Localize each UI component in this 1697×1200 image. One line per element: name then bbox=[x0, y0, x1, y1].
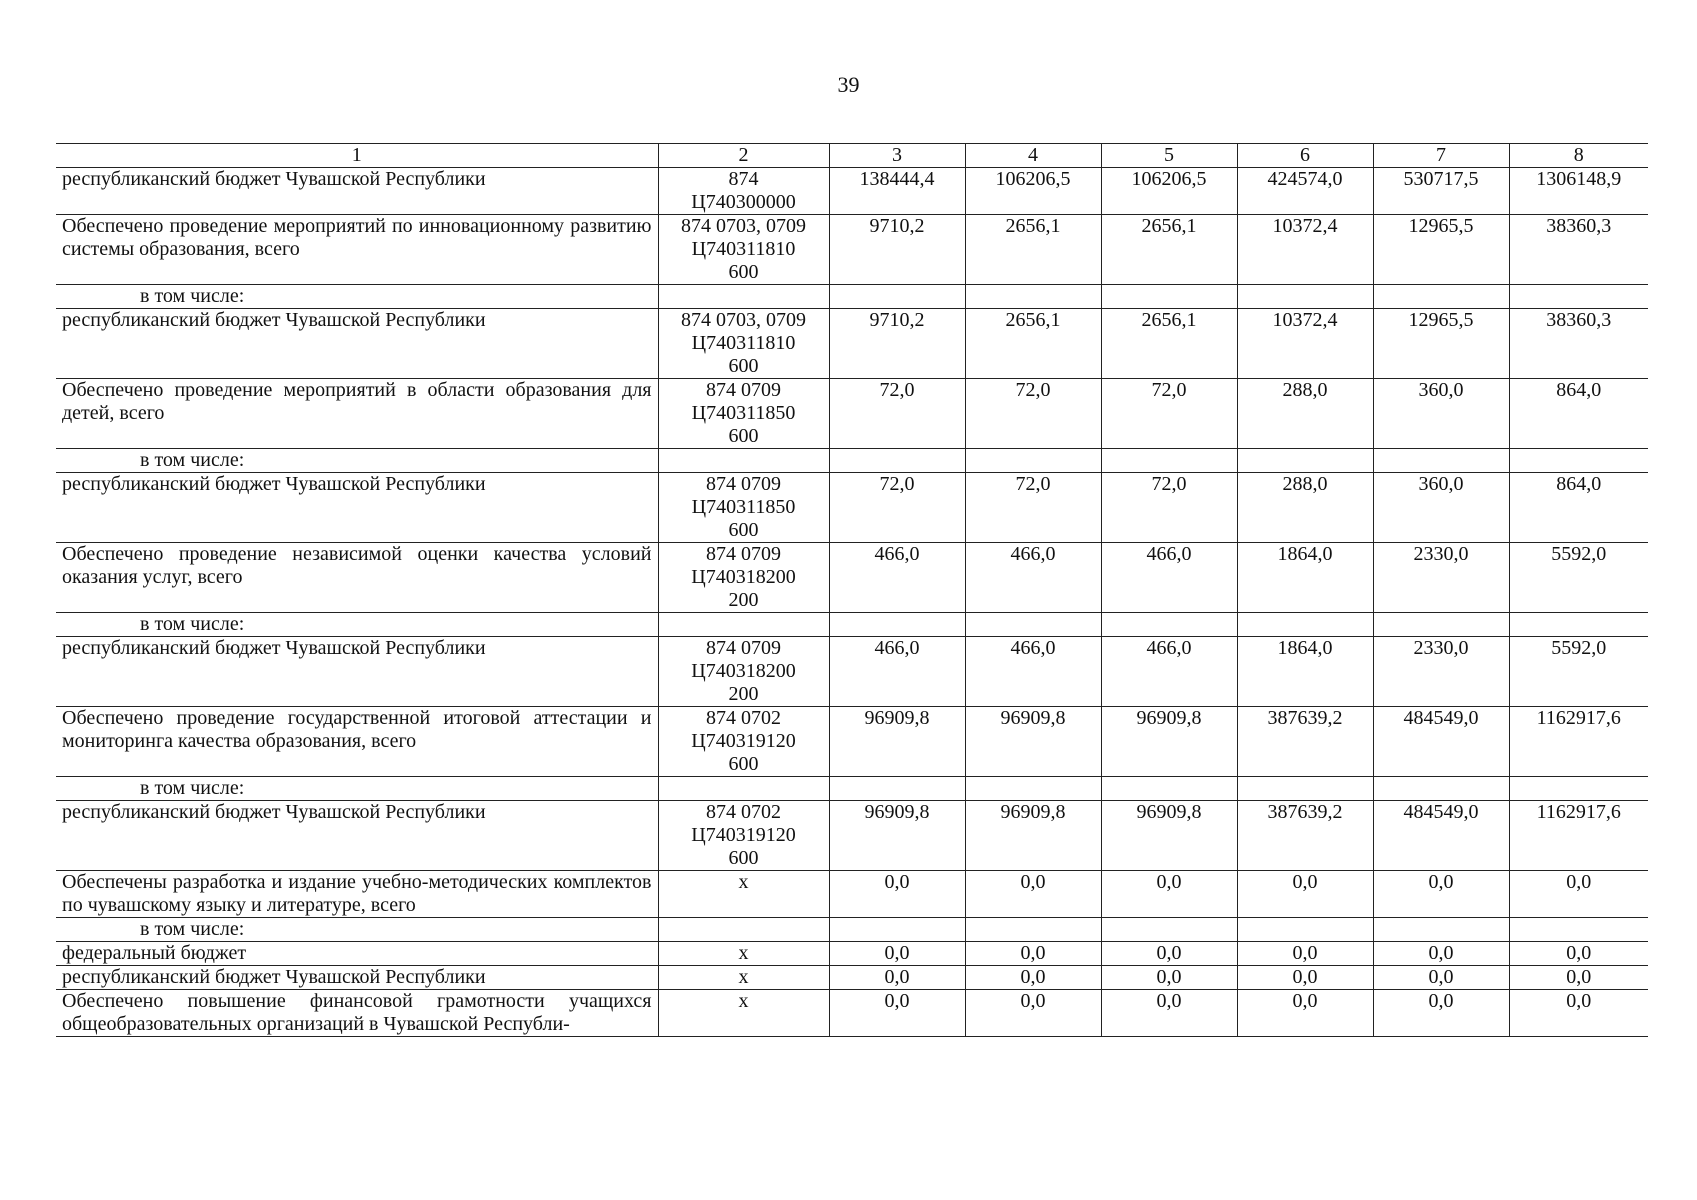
value-cell bbox=[1237, 918, 1373, 942]
value-cell: 288,0 bbox=[1237, 379, 1373, 449]
budget-code bbox=[658, 449, 829, 473]
value-cell: 0,0 bbox=[1237, 990, 1373, 1037]
table-row bbox=[56, 777, 1648, 801]
value-cell: 0,0 bbox=[1509, 990, 1648, 1037]
table-row bbox=[56, 918, 1648, 942]
value-cell: 5592,0 bbox=[1509, 543, 1648, 613]
value-cell: 387639,2 bbox=[1237, 707, 1373, 777]
value-cell: 2656,1 bbox=[965, 215, 1101, 285]
value-cell: 0,0 bbox=[1101, 966, 1237, 990]
value-cell bbox=[965, 613, 1101, 637]
value-cell: 106206,5 bbox=[965, 168, 1101, 215]
value-cell bbox=[965, 918, 1101, 942]
value-cell bbox=[1373, 285, 1509, 309]
value-cell: 9710,2 bbox=[829, 309, 965, 379]
budget-code-line: 600 bbox=[728, 425, 759, 447]
value-cell: 0,0 bbox=[829, 990, 965, 1037]
value-cell: 72,0 bbox=[829, 473, 965, 543]
budget-code-line: Ц740311850 bbox=[691, 496, 796, 518]
value-cell: 0,0 bbox=[1237, 942, 1373, 966]
value-cell bbox=[1509, 613, 1648, 637]
value-cell: 0,0 bbox=[1101, 942, 1237, 966]
value-cell bbox=[1373, 449, 1509, 473]
column-number-header: 3 bbox=[829, 144, 965, 168]
budget-code-line: 874 0702 bbox=[706, 707, 781, 729]
page-number: 39 bbox=[837, 72, 860, 97]
value-cell: 0,0 bbox=[965, 990, 1101, 1037]
table-row bbox=[56, 215, 1648, 285]
table-row bbox=[56, 637, 1648, 707]
value-cell: 138444,4 bbox=[829, 168, 965, 215]
value-cell bbox=[829, 449, 965, 473]
value-cell: 2656,1 bbox=[965, 309, 1101, 379]
value-cell: 466,0 bbox=[1101, 543, 1237, 613]
value-cell: 0,0 bbox=[1373, 990, 1509, 1037]
value-cell: 12965,5 bbox=[1373, 215, 1509, 285]
budget-code-line: 874 0709 bbox=[706, 473, 781, 495]
budget-table bbox=[56, 143, 1648, 1037]
value-cell: 0,0 bbox=[1373, 942, 1509, 966]
value-cell bbox=[965, 777, 1101, 801]
value-cell: 5592,0 bbox=[1509, 637, 1648, 707]
table-row bbox=[56, 285, 1648, 309]
budget-code bbox=[658, 637, 829, 707]
value-cell: 484549,0 bbox=[1373, 707, 1509, 777]
value-cell: 96909,8 bbox=[965, 707, 1101, 777]
budget-code-line: Ц740318200 bbox=[691, 660, 796, 682]
value-cell bbox=[1509, 285, 1648, 309]
value-cell: 360,0 bbox=[1373, 473, 1509, 543]
value-cell bbox=[829, 285, 965, 309]
value-cell: 864,0 bbox=[1509, 473, 1648, 543]
value-cell: 106206,5 bbox=[1101, 168, 1237, 215]
value-cell bbox=[1373, 777, 1509, 801]
value-cell: 1306148,9 bbox=[1509, 168, 1648, 215]
table-row bbox=[56, 473, 1648, 543]
value-cell: 38360,3 bbox=[1509, 215, 1648, 285]
subgroup-label: в том числе: bbox=[56, 449, 658, 473]
budget-code-line: Ц740319120 bbox=[691, 730, 796, 752]
budget-code-line: х bbox=[738, 990, 749, 1012]
subgroup-label: в том числе: bbox=[56, 918, 658, 942]
column-number-header: 4 bbox=[965, 144, 1101, 168]
value-cell: 0,0 bbox=[965, 871, 1101, 918]
value-cell: 38360,3 bbox=[1509, 309, 1648, 379]
value-cell: 96909,8 bbox=[1101, 707, 1237, 777]
budget-code-line: Ц740311850 bbox=[691, 402, 796, 424]
value-cell: 72,0 bbox=[965, 473, 1101, 543]
row-name: республиканский бюджет Чувашской Республики bbox=[56, 801, 658, 871]
column-number-header: 7 bbox=[1373, 144, 1509, 168]
subgroup-label: в том числе: bbox=[56, 285, 658, 309]
value-cell: 0,0 bbox=[1237, 871, 1373, 918]
table-row bbox=[56, 801, 1648, 871]
value-cell bbox=[1237, 285, 1373, 309]
value-cell: 0,0 bbox=[1509, 871, 1648, 918]
column-number-header: 1 bbox=[56, 144, 658, 168]
value-cell bbox=[1101, 918, 1237, 942]
budget-code-line: 200 bbox=[728, 683, 759, 705]
value-cell: 96909,8 bbox=[829, 801, 965, 871]
budget-code-line: 874 0702 bbox=[706, 801, 781, 823]
budget-code bbox=[658, 168, 829, 215]
value-cell: 9710,2 bbox=[829, 215, 965, 285]
value-cell: 1162917,6 bbox=[1509, 707, 1648, 777]
budget-code-line: 874 0703, 0709 bbox=[681, 309, 806, 331]
row-name: Обеспечены разработка и издание учебно-методических комплектов по чувашскому языку и литературе, всего bbox=[56, 871, 658, 918]
budget-code bbox=[658, 707, 829, 777]
table-row bbox=[56, 613, 1648, 637]
value-cell bbox=[1101, 777, 1237, 801]
budget-code-line: 874 0703, 0709 bbox=[681, 215, 806, 237]
column-number-header: 8 bbox=[1509, 144, 1648, 168]
table-row bbox=[56, 543, 1648, 613]
budget-code-line: Ц740311810 bbox=[691, 332, 796, 354]
budget-code bbox=[658, 942, 829, 966]
budget-code bbox=[658, 777, 829, 801]
value-cell: 0,0 bbox=[1509, 942, 1648, 966]
value-cell: 360,0 bbox=[1373, 379, 1509, 449]
budget-code-line: 874 0709 bbox=[706, 379, 781, 401]
value-cell: 12965,5 bbox=[1373, 309, 1509, 379]
value-cell bbox=[1237, 449, 1373, 473]
value-cell bbox=[1373, 613, 1509, 637]
value-cell: 10372,4 bbox=[1237, 215, 1373, 285]
row-name: федеральный бюджет bbox=[56, 942, 658, 966]
value-cell: 72,0 bbox=[1101, 473, 1237, 543]
value-cell: 2656,1 bbox=[1101, 215, 1237, 285]
subgroup-label: в том числе: bbox=[56, 777, 658, 801]
value-cell: 1864,0 bbox=[1237, 543, 1373, 613]
budget-code-line: Ц740318200 bbox=[691, 566, 796, 588]
value-cell bbox=[1101, 449, 1237, 473]
budget-code-line: х bbox=[738, 966, 749, 988]
budget-code-line: 874 0709 bbox=[706, 637, 781, 659]
budget-code-line: 600 bbox=[728, 261, 759, 283]
row-name: Обеспечено проведение независимой оценки качества условий оказания услуг, всего bbox=[56, 543, 658, 613]
value-cell: 72,0 bbox=[829, 379, 965, 449]
value-cell: 1864,0 bbox=[1237, 637, 1373, 707]
value-cell bbox=[1509, 918, 1648, 942]
value-cell: 0,0 bbox=[1373, 966, 1509, 990]
value-cell: 0,0 bbox=[829, 942, 965, 966]
budget-code bbox=[658, 871, 829, 918]
table-row bbox=[56, 871, 1648, 918]
table-row bbox=[56, 449, 1648, 473]
budget-code-line: 600 bbox=[728, 519, 759, 541]
budget-code-line: х bbox=[738, 942, 749, 964]
row-name: республиканский бюджет Чувашской Республики bbox=[56, 309, 658, 379]
value-cell: 0,0 bbox=[1101, 871, 1237, 918]
row-name: республиканский бюджет Чувашской Республики bbox=[56, 637, 658, 707]
value-cell bbox=[1509, 777, 1648, 801]
value-cell: 96909,8 bbox=[1101, 801, 1237, 871]
value-cell bbox=[829, 613, 965, 637]
value-cell: 466,0 bbox=[1101, 637, 1237, 707]
value-cell bbox=[1373, 918, 1509, 942]
value-cell: 72,0 bbox=[1101, 379, 1237, 449]
value-cell: 0,0 bbox=[1237, 966, 1373, 990]
table-row bbox=[56, 309, 1648, 379]
value-cell: 387639,2 bbox=[1237, 801, 1373, 871]
value-cell: 96909,8 bbox=[829, 707, 965, 777]
value-cell bbox=[965, 449, 1101, 473]
row-name: республиканский бюджет Чувашской Республики bbox=[56, 966, 658, 990]
value-cell: 288,0 bbox=[1237, 473, 1373, 543]
table-row bbox=[56, 966, 1648, 990]
value-cell: 0,0 bbox=[829, 966, 965, 990]
value-cell: 484549,0 bbox=[1373, 801, 1509, 871]
row-name: Обеспечено проведение государственной итоговой аттестации и мониторинга качества образования, всего bbox=[56, 707, 658, 777]
value-cell: 466,0 bbox=[829, 637, 965, 707]
budget-code bbox=[658, 918, 829, 942]
budget-code bbox=[658, 543, 829, 613]
column-number-header: 5 bbox=[1101, 144, 1237, 168]
budget-code bbox=[658, 966, 829, 990]
table-row bbox=[56, 707, 1648, 777]
value-cell: 72,0 bbox=[965, 379, 1101, 449]
table-row bbox=[56, 168, 1648, 215]
budget-code-line: 600 bbox=[728, 753, 759, 775]
budget-code bbox=[658, 801, 829, 871]
column-number-header: 2 bbox=[658, 144, 829, 168]
value-cell bbox=[1237, 613, 1373, 637]
value-cell: 2656,1 bbox=[1101, 309, 1237, 379]
value-cell: 0,0 bbox=[965, 966, 1101, 990]
budget-code-line: Ц740300000 bbox=[691, 191, 796, 213]
value-cell: 466,0 bbox=[965, 637, 1101, 707]
row-name: Обеспечено повышение финансовой грамотности учащихся общеобразовательных организаций в Чувашской Республи- bbox=[56, 990, 658, 1037]
value-cell: 2330,0 bbox=[1373, 637, 1509, 707]
budget-code bbox=[658, 379, 829, 449]
budget-code-line: х bbox=[738, 871, 749, 893]
value-cell bbox=[1509, 449, 1648, 473]
column-number-row bbox=[56, 144, 1648, 168]
table-row bbox=[56, 942, 1648, 966]
value-cell: 864,0 bbox=[1509, 379, 1648, 449]
budget-code-line: 874 bbox=[728, 168, 759, 190]
row-name: республиканский бюджет Чувашской Республики bbox=[56, 473, 658, 543]
value-cell: 10372,4 bbox=[1237, 309, 1373, 379]
column-number-header: 6 bbox=[1237, 144, 1373, 168]
budget-code-line: 874 0709 bbox=[706, 543, 781, 565]
value-cell: 2330,0 bbox=[1373, 543, 1509, 613]
value-cell: 424574,0 bbox=[1237, 168, 1373, 215]
budget-code-line: 200 bbox=[728, 589, 759, 611]
value-cell: 0,0 bbox=[1509, 966, 1648, 990]
value-cell: 1162917,6 bbox=[1509, 801, 1648, 871]
budget-code-line: Ц740319120 bbox=[691, 824, 796, 846]
budget-code bbox=[658, 309, 829, 379]
table-row bbox=[56, 379, 1648, 449]
value-cell bbox=[829, 918, 965, 942]
value-cell: 466,0 bbox=[965, 543, 1101, 613]
value-cell: 0,0 bbox=[829, 871, 965, 918]
subgroup-label: в том числе: bbox=[56, 613, 658, 637]
value-cell bbox=[965, 285, 1101, 309]
value-cell: 0,0 bbox=[1373, 871, 1509, 918]
row-name: республиканский бюджет Чувашской Республики bbox=[56, 168, 658, 215]
value-cell bbox=[1101, 613, 1237, 637]
value-cell: 0,0 bbox=[965, 942, 1101, 966]
budget-code bbox=[658, 215, 829, 285]
budget-code bbox=[658, 473, 829, 543]
row-name: Обеспечено проведение мероприятий в области образования для детей, всего bbox=[56, 379, 658, 449]
value-cell: 530717,5 bbox=[1373, 168, 1509, 215]
value-cell: 0,0 bbox=[1101, 990, 1237, 1037]
budget-code bbox=[658, 285, 829, 309]
value-cell: 96909,8 bbox=[965, 801, 1101, 871]
value-cell: 466,0 bbox=[829, 543, 965, 613]
value-cell bbox=[1101, 285, 1237, 309]
budget-code-line: Ц740311810 bbox=[691, 238, 796, 260]
budget-code bbox=[658, 613, 829, 637]
value-cell bbox=[1237, 777, 1373, 801]
value-cell bbox=[829, 777, 965, 801]
budget-code-line: 600 bbox=[728, 355, 759, 377]
budget-code-line: 600 bbox=[728, 847, 759, 869]
budget-code bbox=[658, 990, 829, 1037]
table-row bbox=[56, 990, 1648, 1037]
row-name: Обеспечено проведение мероприятий по инновационному развитию системы образования, всего bbox=[56, 215, 658, 285]
